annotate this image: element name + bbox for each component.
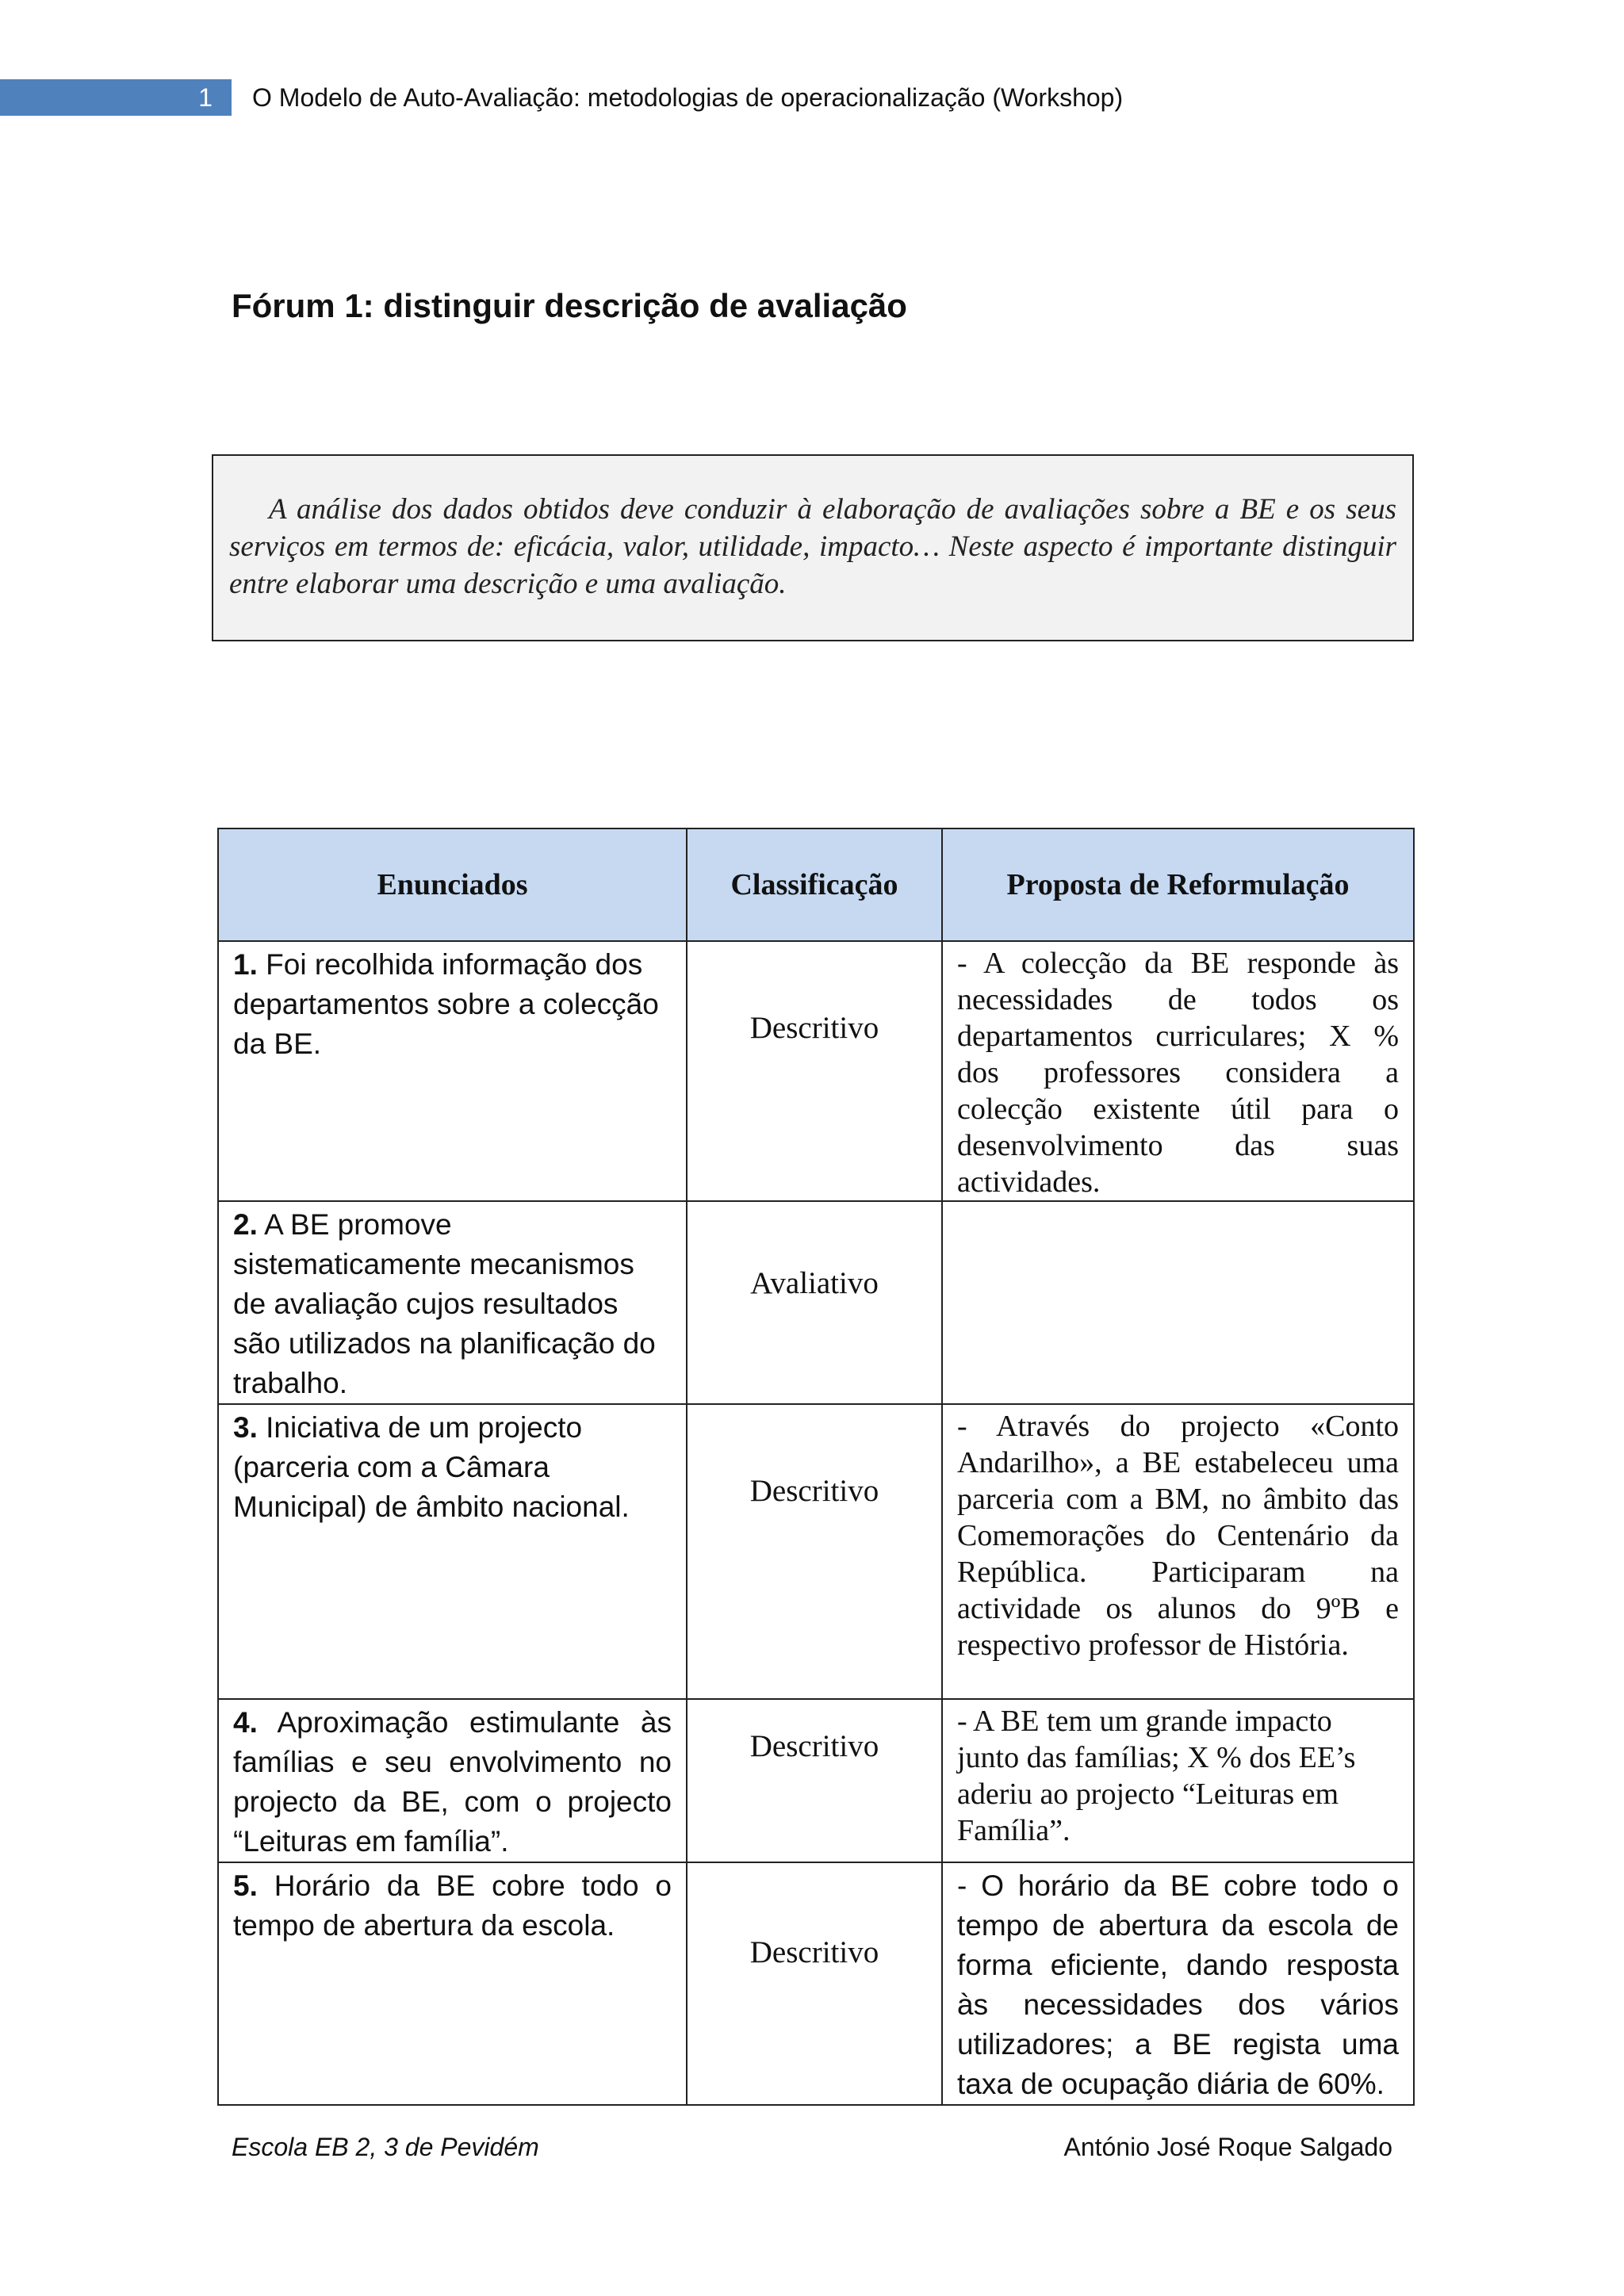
table-row	[218, 1404, 1414, 1699]
statement-text: Aproximação estimulante às famílias e seu envolvimento no projecto da BE, com o projecto “Leituras em família”.	[233, 1706, 672, 1858]
classification-cell: Descritivo	[687, 1862, 942, 2105]
statement-number: 5.	[233, 1869, 258, 1902]
proposal-cell: - A BE tem um grande impacto junto das famílias; X % dos EE’s aderiu ao projecto “Leituras em Família”.	[942, 1699, 1414, 1862]
proposal-cell: - O horário da BE cobre todo o tempo de abertura da escola de forma eficiente, dando resposta às necessidades dos vários utilizadores; a BE regista uma taxa de ocupação diária de 60%.	[942, 1862, 1414, 2105]
header-classificacao: Classificação	[687, 828, 942, 941]
header-proposta: Proposta de Reformulação	[942, 828, 1414, 941]
page-number-badge	[0, 79, 232, 116]
statement-cell	[218, 1201, 687, 1404]
header-enunciados: Enunciados	[218, 828, 687, 941]
table-row	[218, 1201, 1414, 1404]
statement-cell	[218, 941, 687, 1201]
statement-cell	[218, 1862, 687, 2105]
table-row	[218, 1699, 1414, 1862]
proposal-cell: - A colecção da BE responde às necessidades de todos os departamentos curriculares; X % dos professores considera a colecção existente útil para o desenvolvimento das suas actividades.	[942, 941, 1414, 1201]
classification-cell: Descritivo	[687, 1404, 942, 1699]
classification-cell: Descritivo	[687, 941, 942, 1201]
intro-text: A análise dos dados obtidos deve conduzir à elaboração de avaliações sobre a BE e os seus serviços em termos de: eficácia, valor, utilidade, impacto… Neste aspecto é importante distinguir entre elaborar uma descrição e uma avaliação.	[229, 493, 1396, 600]
table-header-row	[218, 828, 1414, 941]
statement-text: Horário da BE cobre todo o tempo de abertura da escola.	[233, 1869, 672, 1942]
table-row	[218, 1862, 1414, 2105]
statement-cell	[218, 1699, 687, 1862]
classification-cell: Descritivo	[687, 1699, 942, 1862]
intro-quote-box	[212, 454, 1414, 641]
statement-number: 4.	[233, 1706, 258, 1739]
footer-school: Escola EB 2, 3 de Pevidém	[232, 2133, 539, 2161]
statements-table	[217, 828, 1415, 2106]
statement-text: Iniciativa de um projecto (parceria com a Câmara Municipal) de âmbito nacional.	[233, 1411, 630, 1523]
classification-cell: Avaliativo	[687, 1201, 942, 1404]
table-row	[218, 941, 1414, 1201]
statement-number: 1.	[233, 948, 258, 981]
proposal-cell	[942, 1201, 1414, 1404]
statement-number: 3.	[233, 1411, 258, 1444]
proposal-cell: - Através do projecto «Conto Andarilho», a BE estabeleceu uma parceria com a BM, no âmbito das Comemorações do Centenário da República. Participaram na actividade os alunos do 9ºB e respectivo professor de História.	[942, 1404, 1414, 1699]
footer-author: António José Roque Salgado	[1063, 2133, 1392, 2161]
page-number: 1	[198, 82, 213, 112]
statement-text: Foi recolhida informação dos departamentos sobre a colecção da BE.	[233, 948, 659, 1060]
running-header: O Modelo de Auto-Avaliação: metodologias de operacionalização (Workshop)	[252, 82, 1124, 112]
statement-number: 2.	[233, 1208, 258, 1241]
statement-cell	[218, 1404, 687, 1699]
section-title: Fórum 1: distinguir descrição de avaliação	[232, 287, 907, 324]
statement-text: A BE promove sistematicamente mecanismos de avaliação cujos resultados são utilizados na planificação do trabalho.	[233, 1208, 656, 1399]
